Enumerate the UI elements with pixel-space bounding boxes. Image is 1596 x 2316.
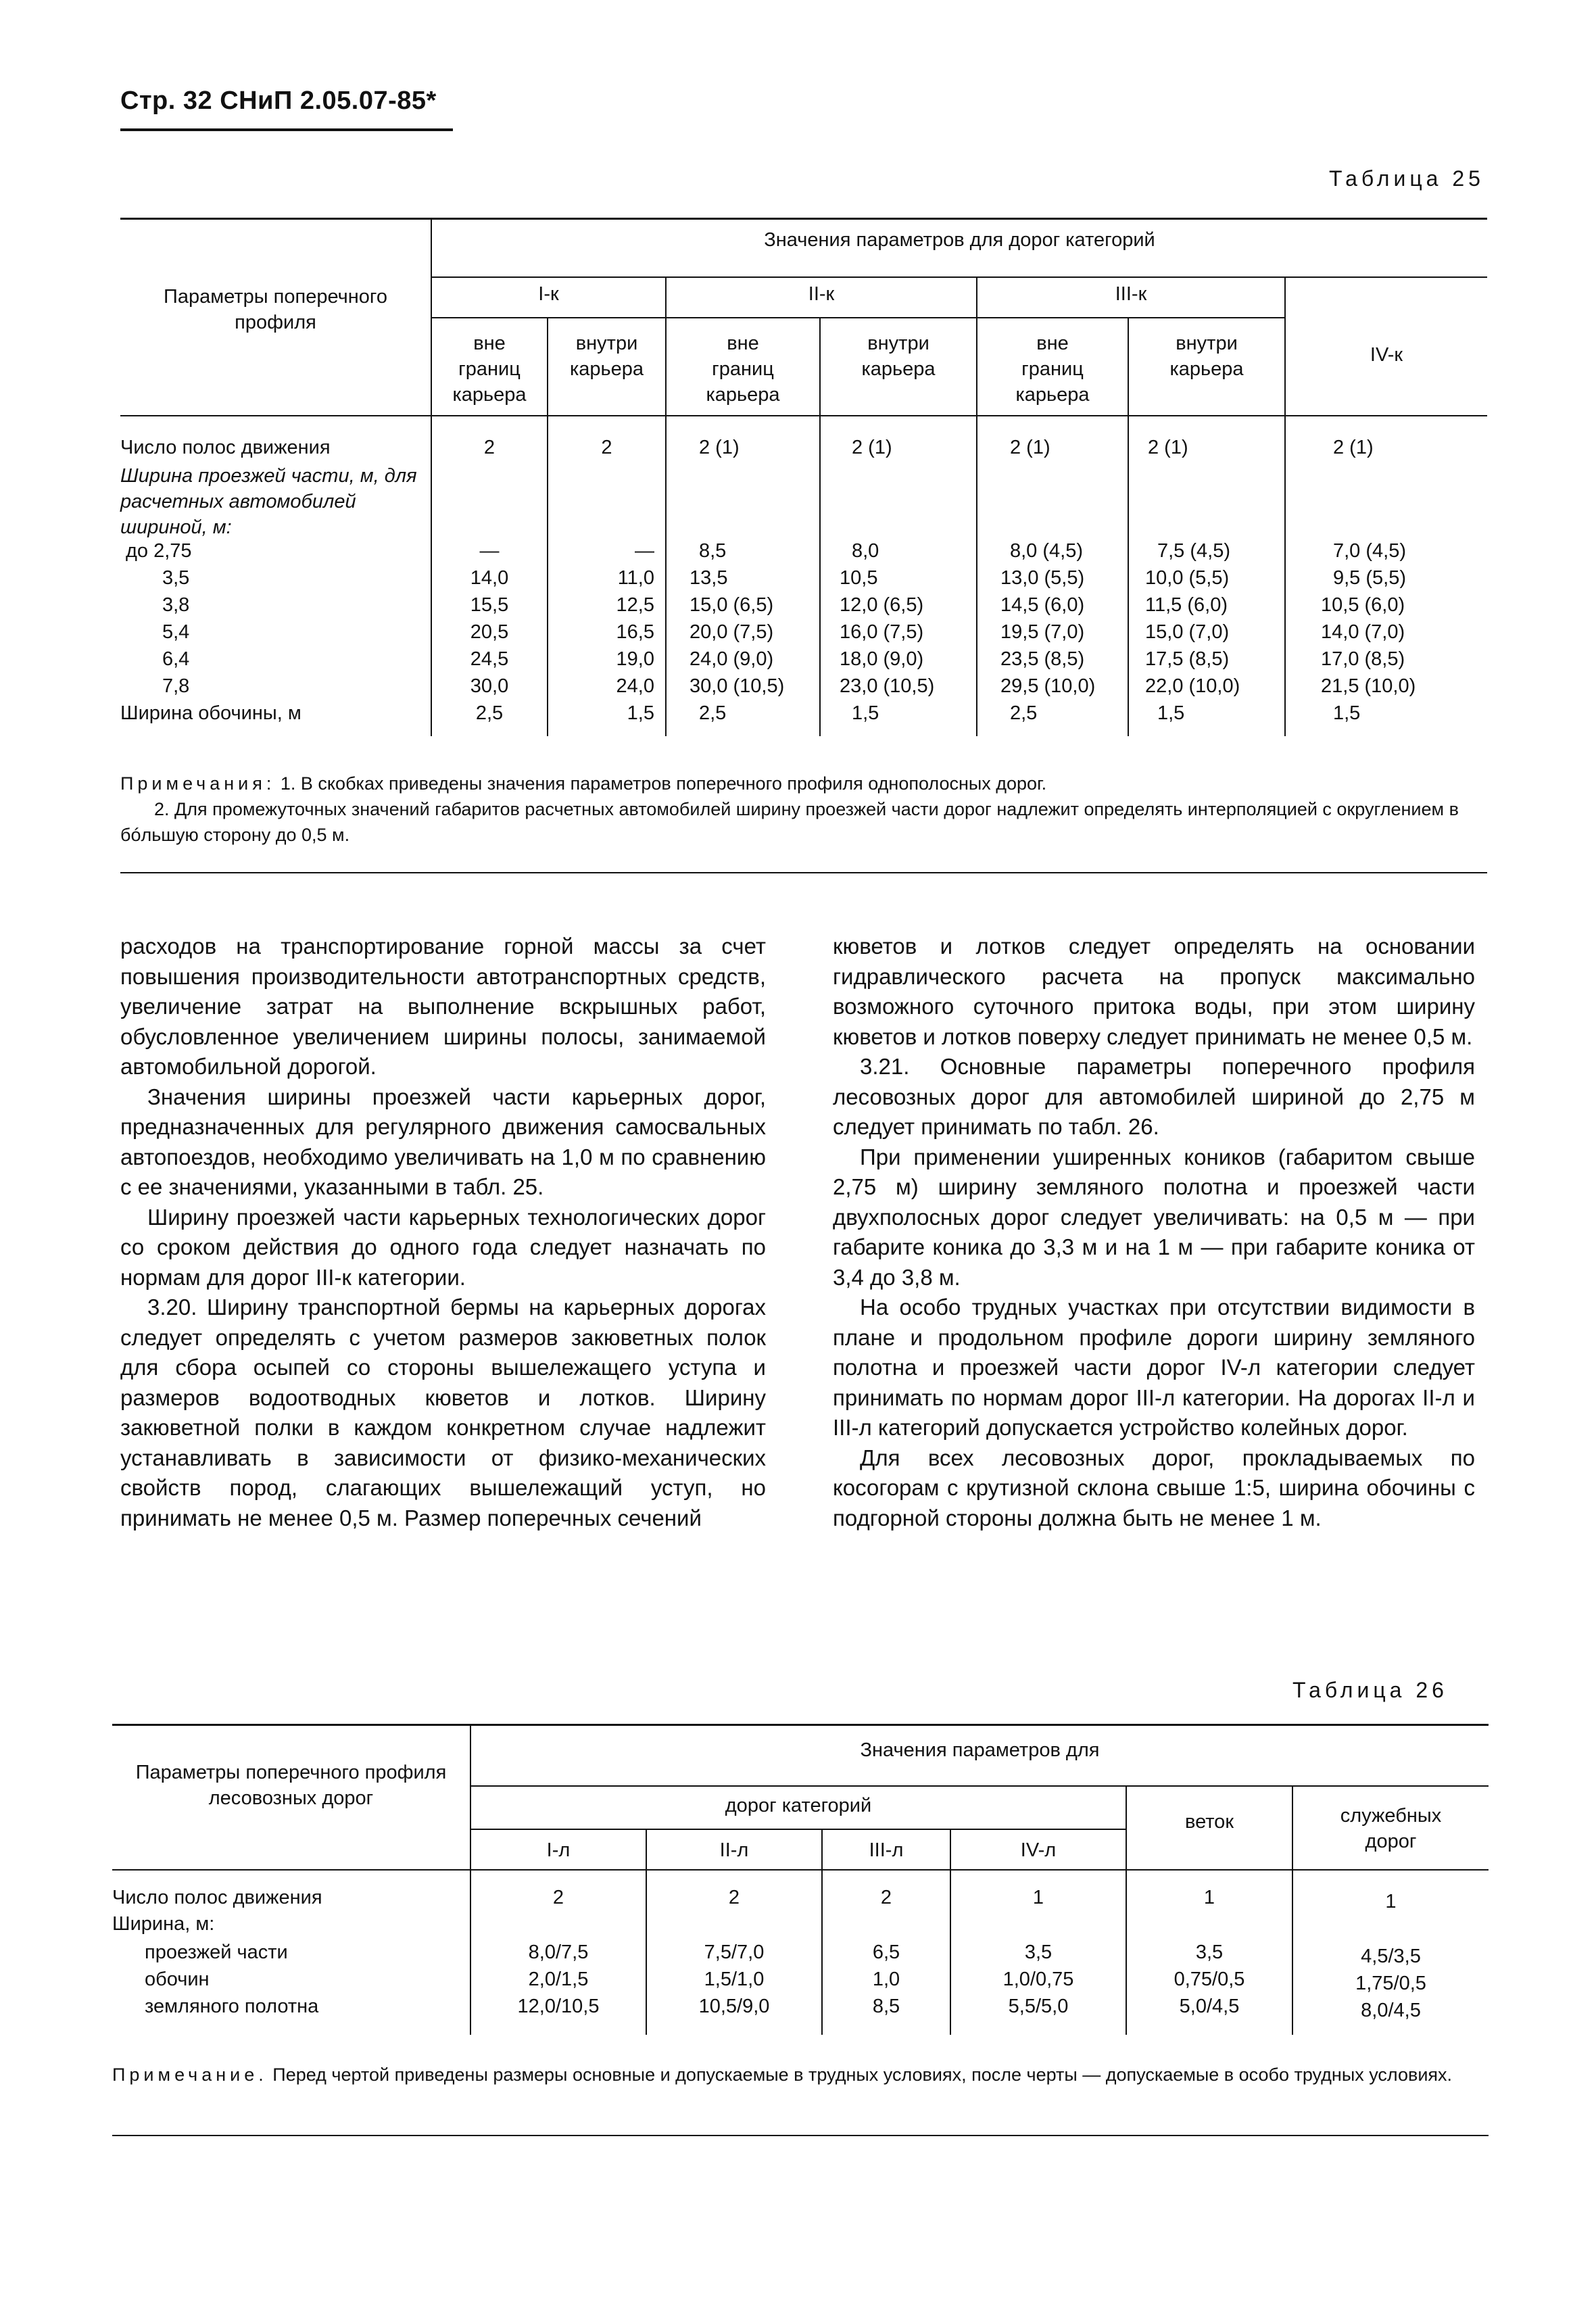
table26-cell: 8,5 xyxy=(822,1996,950,2035)
table25-cell: 21,5 (10,0) xyxy=(1285,675,1487,702)
table25-cell: 2 (1) xyxy=(820,416,977,459)
table25-notes xyxy=(120,771,1487,848)
table25-cell: 2,5 xyxy=(977,702,1128,736)
body-column-left xyxy=(120,932,766,1533)
table25-cell: 14,5 (6,0) xyxy=(977,594,1128,621)
table25-cell: 22,0 (10,0) xyxy=(1128,675,1285,702)
table26-param-header: Параметры поперечного профиля лесовозных дорог xyxy=(112,1725,470,1871)
table26-cell: 3,5 xyxy=(1126,1941,1292,1969)
table25-cell: 20,0 (7,5) xyxy=(666,621,820,648)
table26-cell: 5,5/5,0 xyxy=(950,1996,1126,2035)
paragraph: На особо трудных участках при отсутствии видимости в плане и продольном профиле дороги ширину земляного полотна и проезжей части дорог IV-л категории следует принимать по нормам дорог III-л категории. На дорогах II-л и III-л категорий допускается устройство колейных дорог. xyxy=(833,1295,1475,1440)
table25-sub-outside: вне границ карьера xyxy=(666,318,820,416)
table25-cell: 2 (1) xyxy=(1128,416,1285,459)
paragraph: Значения ширины проезжей части карьерных дорог, предназначенных для регулярного движения самосвальных автопоездов, необходимо увеличивать на 1,0 м по сравнению с ее значениями, указанными в табл. 25. xyxy=(120,1084,766,1199)
table25-cell: 15,0 (7,0) xyxy=(1128,621,1285,648)
table25-cell: 14,0 xyxy=(431,567,548,594)
table25-cell: 16,0 (7,5) xyxy=(820,621,977,648)
table26-cat-2: II-л xyxy=(646,1829,822,1870)
table25-label: Таблица 25 xyxy=(1329,166,1484,191)
table25-cell: 1,5 xyxy=(1285,702,1487,736)
table25-group-header: Значения параметров для дорог категорий xyxy=(431,219,1487,278)
body-column-right xyxy=(833,932,1475,1533)
table25-cat-4: IV-к xyxy=(1285,277,1487,416)
table26-cell: 2 xyxy=(646,1870,822,1913)
table25-row-label: 3,5 xyxy=(162,567,190,589)
table25-cell: 19,0 xyxy=(548,648,666,675)
table26-notes xyxy=(112,2062,1489,2088)
paragraph: расходов на транспортирование горной массы за счет повышения производительности автотранспортных средств, увеличение затрат на выполнение вскрышных работ, обусловленное увеличением ширины полосы, занимаемой автомобильной дорогой. xyxy=(120,934,766,1079)
table25-sub-inside: внутри карьера xyxy=(820,318,977,416)
table26-cell: 7,5/7,0 xyxy=(646,1941,822,1969)
table25-cell: 12,0 (6,5) xyxy=(820,594,977,621)
table25-cell: 13,0 (5,5) xyxy=(977,567,1128,594)
table26-row-label: Число полос движения xyxy=(112,1887,322,1908)
table25-cell: 7,0 (4,5) xyxy=(1285,540,1487,567)
table26-row-label: земляного полотна xyxy=(145,1996,319,2017)
table25-row-label: 5,4 xyxy=(162,621,190,643)
table26-group-header: Значения параметров для xyxy=(470,1725,1489,1787)
table25-cell: 15,0 (6,5) xyxy=(666,594,820,621)
table25-row-label: Ширина обочины, м xyxy=(120,702,301,724)
table26-cell: 1 xyxy=(1292,1870,1489,1913)
table25-cell: 24,0 (9,0) xyxy=(666,648,820,675)
table25-cell: 15,5 xyxy=(431,594,548,621)
table25-cell: 8,0 (4,5) xyxy=(977,540,1128,567)
table25-cat-1: I-к xyxy=(431,277,666,318)
table26-cell: 0,75/0,5 xyxy=(1126,1969,1292,1996)
table25-cell: 23,0 (10,5) xyxy=(820,675,977,702)
table26-cell: 1,0 xyxy=(822,1969,950,1996)
table26-cell: 8,0/4,5 xyxy=(1292,1996,1489,2035)
table25-cell: — xyxy=(548,540,666,567)
table25-param-header: Параметры поперечного профиля xyxy=(120,219,431,416)
paragraph: Ширину проезжей части карьерных технологических дорог со сроком действия до одного года следует назначать по нормам для дорог III-к категории. xyxy=(120,1204,766,1290)
paragraph: Для всех лесовозных дорог, прокладываемых по косогорам с крутизной склона свыше 1:5, ширина обочины с подгорной стороны должна быть не менее 1 м. xyxy=(833,1445,1475,1530)
table26-row-label: обочин xyxy=(145,1969,210,1990)
table25-sub-inside: внутри карьера xyxy=(548,318,666,416)
table25 xyxy=(120,218,1487,736)
table26-row-label: проезжей части xyxy=(145,1941,288,1963)
table25-cell: 1,5 xyxy=(548,702,666,736)
table25-cell: 1,5 xyxy=(820,702,977,736)
table25-cell: 10,0 (5,5) xyxy=(1128,567,1285,594)
table25-cell: 11,5 (6,0) xyxy=(1128,594,1285,621)
table25-cell: 2 (1) xyxy=(1285,416,1487,459)
table25-cell: 2 xyxy=(431,416,548,459)
table25-cell: 17,0 (8,5) xyxy=(1285,648,1487,675)
table25-cell: — xyxy=(431,540,548,567)
table25-cell: 24,0 xyxy=(548,675,666,702)
table25-row-label: Число полос движения xyxy=(120,437,331,458)
table25-cell: 12,5 xyxy=(548,594,666,621)
divider xyxy=(112,2135,1489,2136)
note-label: Примечание. xyxy=(112,2065,268,2085)
table25-cell: 2,5 xyxy=(431,702,548,736)
paragraph: кюветов и лотков следует определять на основании гидравлического расчета на пропуск максимально возможного суточного притока воды, при этом ширину кюветов и лотков поверху следует принимать не менее 0,5 м. xyxy=(833,934,1475,1049)
table26-cell: 1,0/0,75 xyxy=(950,1969,1126,1996)
note-1: 1. В скобках приведены значения параметров поперечного профиля однополосных дорог. xyxy=(280,773,1047,794)
table25-row-label: 3,8 xyxy=(162,594,190,616)
divider xyxy=(120,872,1487,873)
table26-cell: 5,0/4,5 xyxy=(1126,1996,1292,2035)
table26-cell: 12,0/10,5 xyxy=(470,1996,646,2035)
table25-cat-2: II-к xyxy=(666,277,977,318)
table25-cell: 24,5 xyxy=(431,648,548,675)
table25-row-label: до 2,75 xyxy=(126,540,192,562)
table25-cell: 8,0 xyxy=(820,540,977,567)
table25-cell: 2 (1) xyxy=(977,416,1128,459)
table26-cell: 1 xyxy=(950,1870,1126,1913)
table26-cat-3: III-л xyxy=(822,1829,950,1870)
table25-cell: 2,5 xyxy=(666,702,820,736)
table25-cell: 19,5 (7,0) xyxy=(977,621,1128,648)
table25-sub-outside: вне границ карьера xyxy=(977,318,1128,416)
table26-cell: 10,5/9,0 xyxy=(646,1996,822,2035)
table26-cell: 4,5/3,5 xyxy=(1292,1941,1489,1969)
page-header: Стр. 32 СНиП 2.05.07-85* xyxy=(120,87,437,115)
table25-cell: 9,5 (5,5) xyxy=(1285,567,1487,594)
table25-row-label: 7,8 xyxy=(162,675,190,697)
notes-label: Примечания: xyxy=(120,773,276,794)
table25-cell: 30,0 (10,5) xyxy=(666,675,820,702)
table26-cell: 2,0/1,5 xyxy=(470,1969,646,1996)
header-underline xyxy=(120,128,453,131)
table26-cell: 8,0/7,5 xyxy=(470,1941,646,1969)
table25-cell: 11,0 xyxy=(548,567,666,594)
table25-cat-3: III-к xyxy=(977,277,1285,318)
table25-cell: 16,5 xyxy=(548,621,666,648)
table26-sub-header: дорог категорий xyxy=(470,1786,1126,1829)
table25-cell: 14,0 (7,0) xyxy=(1285,621,1487,648)
table25-cell: 10,5 (6,0) xyxy=(1285,594,1487,621)
table25-cell: 13,5 xyxy=(666,567,820,594)
table26-cat-1: I-л xyxy=(470,1829,646,1870)
table25-cell: 20,5 xyxy=(431,621,548,648)
table26-cat-4: IV-л xyxy=(950,1829,1126,1870)
table25-cell: 8,5 xyxy=(666,540,820,567)
table26-cell: 3,5 xyxy=(950,1941,1126,1969)
table25-row-label: Ширина проезжей части, м, для расчетных автомобилей шириной, м: xyxy=(120,465,417,538)
note-2: 2. Для промежуточных значений габаритов расчетных автомобилей ширину проезжей части дорог надлежит определять интерполяцией с округлением в бóльшую сторону до 0,5 м. xyxy=(120,799,1459,845)
table26-row-label: Ширина, м: xyxy=(112,1913,215,1935)
table26-cell: 6,5 xyxy=(822,1941,950,1969)
table25-sub-inside: внутри карьера xyxy=(1128,318,1285,416)
table25-cell: 29,5 (10,0) xyxy=(977,675,1128,702)
table25-cell: 30,0 xyxy=(431,675,548,702)
table25-sub-outside: вне границ карьера xyxy=(431,318,548,416)
paragraph: 3.21. Основные параметры поперечного профиля лесовозных дорог для автомобилей шириной до 2,75 м следует принимать по табл. 26. xyxy=(833,1054,1475,1139)
table25-row-label: 6,4 xyxy=(162,648,190,670)
table25-cell: 10,5 xyxy=(820,567,977,594)
table25-cell: 1,5 xyxy=(1128,702,1285,736)
table25-cell: 23,5 (8,5) xyxy=(977,648,1128,675)
table26-cell: 1,75/0,5 xyxy=(1292,1969,1489,1996)
paragraph: При применении уширенных коников (габаритом свыше 2,75 м) ширину земляного полотна и проезжей части двухполосных дорог следует увеличивать: на 0,5 м — при габарите коника до 3,3 м и на 1 м — при габарите коника от 3,4 до 3,8 м. xyxy=(833,1144,1475,1290)
paragraph: 3.20. Ширину транспортной бермы на карьерных дорогах следует определять с учетом размеров закюветных полок для сбора осыпей со стороны вышележащего уступа и размеров водоотводных кюветов и лотков. Ширину закюветной полки в каждом конкретном случае надлежит устанавливать в зависимости от физико-механических свойств пород, слагающих вышележащий уступ, но принимать не менее 0,5 м. Размер поперечных сечений xyxy=(120,1295,766,1530)
table25-cell: 17,5 (8,5) xyxy=(1128,648,1285,675)
table26-label: Таблица 26 xyxy=(1292,1678,1448,1702)
table26 xyxy=(112,1724,1489,2035)
table26-cell: 1,5/1,0 xyxy=(646,1969,822,1996)
table26-cell: 2 xyxy=(822,1870,950,1913)
table25-cell: 18,0 (9,0) xyxy=(820,648,977,675)
table26-service: служебных дорог xyxy=(1292,1786,1489,1870)
table25-cell: 2 xyxy=(548,416,666,459)
table25-cell: 2 (1) xyxy=(666,416,820,459)
table26-cell: 1 xyxy=(1126,1870,1292,1913)
table26-cell: 2 xyxy=(470,1870,646,1913)
note: Перед чертой приведены размеры основные и допускаемые в трудных условиях, после черты — допускаемые в особо трудных условиях. xyxy=(272,2065,1453,2085)
table25-cell: 7,5 (4,5) xyxy=(1128,540,1285,567)
table26-branches: веток xyxy=(1126,1786,1292,1870)
